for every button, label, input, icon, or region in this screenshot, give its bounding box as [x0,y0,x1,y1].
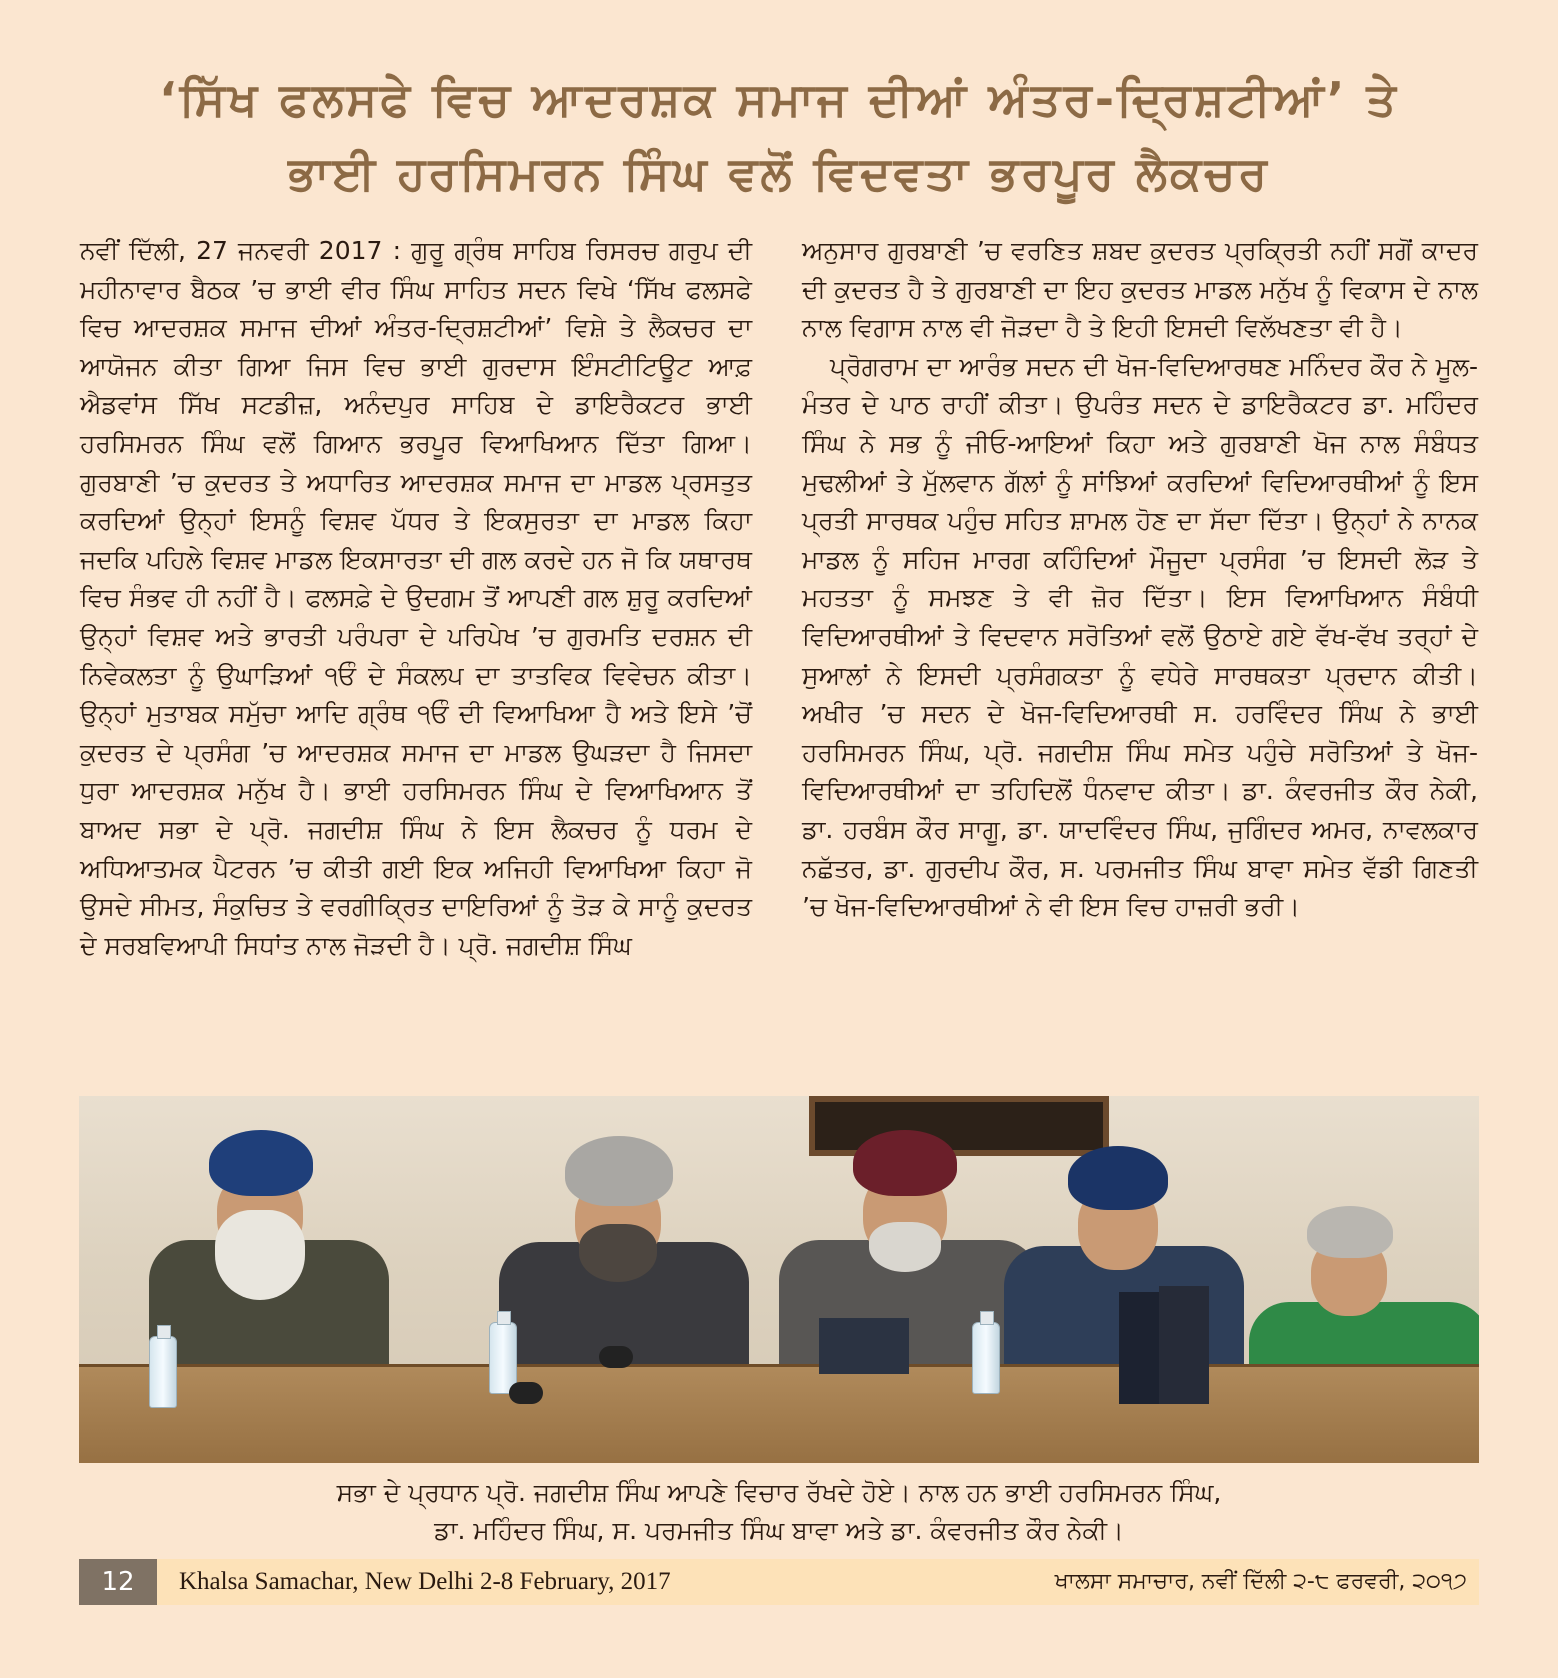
microphone [509,1382,543,1404]
page-number: 12 [79,1559,157,1605]
article-paragraph: ਅਨੁਸਾਰ ਗੁਰਬਾਣੀ ’ਚ ਵਰਣਿਤ ਸ਼ਬਦ ਕੁਦਰਤ ਪ੍ਰਕ੍ਰਿਤੀ ਨਹੀਂ ਸਗੋਂ ਕਾਦਰ ਦੀ ਕੁਦਰਤ ਹੈ ਤੇ ਗੁਰਬਾਣੀ ਦਾ ਇਹ ਕੁਦਰਤ ਮਾਡਲ ਮਨੁੱਖ ਨੂੰ ਵਿਕਾਸ ਦੇ ਨਾਲ ਨਾਲ ਵਿਗਾਸ ਨਾਲ ਵੀ ਜੋੜਦਾ ਹੈ ਤੇ ਇਹੀ ਇਸਦੀ ਵਿਲੱਖਣਤਾ ਵੀ ਹੈ। [802,236,1478,343]
book-stack [819,1318,909,1374]
article-paragraph: ਪ੍ਰੋਗਰਾਮ ਦਾ ਆਰੰਭ ਸਦਨ ਦੀ ਖੋਜ-ਵਿਦਿਆਰਥਣ ਮਨਿੰਦਰ ਕੌਰ ਨੇ ਮੂਲ-ਮੰਤਰ ਦੇ ਪਾਠ ਰਾਹੀਂ ਕੀਤਾ। ਉਪਰੰਤ ਸਦਨ ਦੇ ਡਾਇਰੈਕਟਰ ਡਾ. ਮਹਿੰਦਰ ਸਿੰਘ ਨੇ ਸਭ ਨੂੰ ਜੀਓ-ਆਇਆਂ ਕਿਹਾ ਅਤੇ ਗੁਰਬਾਣੀ ਖੋਜ ਨਾਲ ਸੰਬੰਧਤ ਮੁਢਲੀਆਂ ਤੇ ਮੁੱਲਵਾਨ ਗੱਲਾਂ ਨੂੰ ਸਾਂਝਿਆਂ ਕਰਦਿਆਂ ਵਿਦਿਆਰਥੀਆਂ ਨੂੰ ਇਸ ਪ੍ਰਤੀ ਸਾਰਥਕ ਪਹੁੰਚ ਸਹਿਤ ਸ਼ਾਮਲ ਹੋਣ ਦਾ ਸੱਦਾ ਦਿੱਤਾ। ਉਨ੍ਹਾਂ ਨੇ ਨਾਨਕ ਮਾਡਲ ਨੂੰ ਸਹਿਜ ਮਾਰਗ ਕਹਿੰਦਿਆਂ ਮੌਜੂਦਾ ਪ੍ਰਸੰਗ ’ਚ ਇਸਦੀ ਲੋੜ ਤੇ ਮਹਤਤਾ ਨੂੰ ਸਮਝਣ ਤੇ ਵੀ ਜ਼ੋਰ ਦਿੱਤਾ। ਇਸ ਵਿਆਖਿਆਨ ਸੰਬੰਧੀ ਵਿਦਿਆਰਥੀਆਂ ਤੇ ਵਿਦਵਾਨ ਸਰੋਤਿਆਂ ਵਲੋਂ ਉਠਾਏ ਗਏ ਵੱਖ-ਵੱਖ ਤਰ੍ਹਾਂ ਦੇ ਸੁਆਲਾਂ ਨੇ ਇਸਦੀ ਪ੍ਰਸੰਗਕਤਾ ਨੂੰ ਵਧੇਰੇ ਸਾਰਥਕਤਾ ਪ੍ਰਦਾਨ ਕੀਤੀ। ਅਖੀਰ ’ਚ ਸਦਨ ਦੇ ਖੋਜ-ਵਿਦਿਆਰਥੀ ਸ. ਹਰਵਿੰਦਰ ਸਿੰਘ ਨੇ ਭਾਈ ਹਰਸਿਮਰਨ ਸਿੰਘ, ਪ੍ਰੋ. ਜਗਦੀਸ਼ ਸਿੰਘ ਸਮੇਤ ਪਹੁੰਚੇ ਸਰੋਤਿਆਂ ਤੇ ਖੋਜ-ਵਿਦਿਆਰਥੀਆਂ ਦਾ ਤਹਿਦਿਲੋਂ ਧੰਨਵਾਦ ਕੀਤਾ। ਡਾ. ਕੰਵਰਜੀਤ ਕੌਰ ਨੇਕੀ, ਡਾ. ਹਰਬੰਸ ਕੌਰ ਸਾਗੂ, ਡਾ. ਯਾਦਵਿੰਦਰ ਸਿੰਘ, ਜੁਗਿੰਦਰ ਅਮਰ, ਨਾਵਲਕਾਰ ਨਛੱਤਰ, ਡਾ. ਗੁਰਦੀਪ ਕੌਰ, ਸ. ਪਰਮਜੀਤ ਸਿੰਘ ਬਾਵਾ ਸਮੇਤ ਵੱਡੀ ਗਿਣਤੀ ’ਚ ਖੋਜ-ਵਿਦਿਆਰਥੀਆਂ ਨੇ ਵੀ ਇਸ ਵਿਚ ਹਾਜ਼ਰੀ ਭਰੀ। [802,351,1478,922]
article-paragraph: ਨਵੀਂ ਦਿੱਲੀ, 27 ਜਨਵਰੀ 2017 : ਗੁਰੂ ਗ੍ਰੰਥ ਸਾਹਿਬ ਰਿਸਰਚ ਗਰੁਪ ਦੀ ਮਹੀਨਾਵਾਰ ਬੈਠਕ ’ਚ ਭਾਈ ਵੀਰ ਸਿੰਘ ਸਾਹਿਤ ਸਦਨ ਵਿਖੇ ‘ਸਿੱਖ ਫਲਸਫੇ ਵਿਚ ਆਦਰਸ਼ਕ ਸਮਾਜ ਦੀਆਂ ਅੰਤਰ-ਦ੍ਰਿਸ਼ਟੀਆਂ’ ਵਿਸ਼ੇ ਤੇ ਲੈਕਚਰ ਦਾ ਆਯੋਜਨ ਕੀਤਾ ਗਿਆ ਜਿਸ ਵਿਚ ਭਾਈ ਗੁਰਦਾਸ ਇੰਸਟੀਟਿਊਟ ਆਫ਼ ਐਡਵਾਂਸ ਸਿੱਖ ਸਟਡੀਜ਼, ਅਨੰਦਪੁਰ ਸਾਹਿਬ ਦੇ ਡਾਇਰੈਕਟਰ ਭਾਈ ਹਰਸਿਮਰਨ ਸਿੰਘ ਵਲੋਂ ਗਿਆਨ ਭਰਪੂਰ ਵਿਆਖਿਆਨ ਦਿੱਤਾ ਗਿਆ। ਗੁਰਬਾਣੀ ’ਚ ਕੁਦਰਤ ਤੇ ਅਧਾਰਿਤ ਆਦਰਸ਼ਕ ਸਮਾਜ ਦਾ ਮਾਡਲ ਪ੍ਰਸਤੁਤ ਕਰਦਿਆਂ ਉਨ੍ਹਾਂ ਇਸਨੂੰ ਵਿਸ਼ਵ ਪੱਧਰ ਤੇ ਇਕਸੁਰਤਾ ਦਾ ਮਾਡਲ ਕਿਹਾ ਜਦਕਿ ਪਹਿਲੇ ਵਿਸ਼ਵ ਮਾਡਲ ਇਕਸਾਰਤਾ ਦੀ ਗਲ ਕਰਦੇ ਹਨ ਜੋ ਕਿ ਯਥਾਰਥ ਵਿਚ ਸੰਭਵ ਹੀ ਨਹੀਂ ਹੈ। ਫਲਸਫ਼ੇ ਦੇ ਉਦਗਮ ਤੋਂ ਆਪਣੀ ਗਲ ਸ਼ੁਰੂ ਕਰਦਿਆਂ ਉਨ੍ਹਾਂ ਵਿਸ਼ਵ ਅਤੇ ਭਾਰਤੀ ਪਰੰਪਰਾ ਦੇ ਪਰਿਪੇਖ ’ਚ ਗੁਰਮਤਿ ਦਰਸ਼ਨ ਦੀ ਨਿਵੇਕਲਤਾ ਨੂੰ ਉਘਾੜਿਆਂ ੧ਓੰ ਦੇ ਸੰਕਲਪ ਦਾ ਤਾਤਵਿਕ ਵਿਵੇਚਨ ਕੀਤਾ। ਉਨ੍ਹਾਂ ਮੁਤਾਬਕ ਸਮੁੱਚਾ ਆਦਿ ਗ੍ਰੰਥ ੧ਓੰ ਦੀ ਵਿਆਖਿਆ ਹੈ ਅਤੇ ਇਸੇ ’ਚੋਂ ਕੁਦਰਤ ਦੇ ਪ੍ਰਸੰਗ ’ਚ ਆਦਰਸ਼ਕ ਸਮਾਜ ਦਾ ਮਾਡਲ ਉਘੜਦਾ ਹੈ ਜਿਸਦਾ ਧੁਰਾ ਆਦਰਸ਼ਕ ਮਨੁੱਖ ਹੈ। ਭਾਈ ਹਰਸਿਮਰਨ ਸਿੰਘ ਦੇ ਵਿਆਖਿਆਨ ਤੋਂ ਬਾਅਦ ਸਭਾ ਦੇ ਪ੍ਰੋ. ਜਗਦੀਸ਼ ਸਿੰਘ ਨੇ ਇਸ ਲੈਕਚਰ ਨੂੰ ਧਰਮ ਦੇ ਅਧਿਆਤਮਕ ਪੈਟਰਨ ’ਚ ਕੀਤੀ ਗਈ ਇਕ ਅਜਿਹੀ ਵਿਆਖਿਆ ਕਿਹਾ ਜੋ ਉਸਦੇ ਸੀਮਤ, ਸੰਕੁਚਿਤ ਤੇ ਵਰਗੀਕ੍ਰਿਤ ਦਾਇਰਿਆਂ ਨੂੰ ਤੋੜ ਕੇ ਸਾਨੂੰ ਕੁਦਰਤ ਦੇ ਸਰਬਵਿਆਪੀ ਸਿਧਾਂਤ ਨਾਲ ਜੋੜਦੀ ਹੈ। ਪ੍ਰੋ. ਜਗਦੀਸ਼ ਸਿੰਘ [80,236,752,960]
event-photo [79,1096,1479,1463]
page-footer [79,1559,1479,1605]
conference-table [79,1364,1479,1463]
caption-line-2: ਡਾ. ਮਹਿੰਦਰ ਸਿੰਘ, ਸ. ਪਰਮਜੀਤ ਸਿੰਘ ਬਾਵਾ ਅਤੇ ਡਾ. ਕੰਵਰਜੀਤ ਕੌਰ ਨੇਕੀ। [434,1516,1124,1545]
headline-line-2: ਭਾਈ ਹਰਸਿਮਰਨ ਸਿੰਘ ਵਲੋਂ ਵਿਦਵਤਾ ਭਰਪੂਰ ਲੈਕਚਰ [288,146,1270,200]
water-bottle [972,1322,1000,1394]
punjabi-masthead: ਖਾਲਸਾ ਸਮਾਚਾਰ, ਨਵੀਂ ਦਿੱਲੀ ੨-੮ ਫਰਵਰੀ, ੨੦੧੭ [1054,1569,1467,1594]
headline-line-1: ‘ਸਿੱਖ ਫਲਸਫੇ ਵਿਚ ਆਦਰਸ਼ਕ ਸਮਾਜ ਦੀਆਂ ਅੰਤਰ-ਦ੍ਰਿਸ਼ਟੀਆਂ’ ਤੇ [159,72,1399,126]
english-masthead: Khalsa Samachar, New Delhi 2-8 February, 2017 [179,1568,671,1595]
headline [60,62,1498,210]
microphone [599,1346,633,1368]
book [1159,1286,1209,1404]
caption-line-1: ਸਭਾ ਦੇ ਪ੍ਰਧਾਨ ਪ੍ਰੋ. ਜਗਦੀਸ਼ ਸਿੰਘ ਆਪਣੇ ਵਿਚਾਰ ਰੱਖਦੇ ਹੋਏ। ਨਾਲ ਹਨ ਭਾਈ ਹਰਸਿਮਰਨ ਸਿੰਘ, [336,1478,1222,1507]
water-bottle [149,1336,177,1408]
photo-caption [60,1474,1498,1550]
wall-painting [809,1096,1109,1156]
article-right-column [802,232,1478,927]
article-left-column [80,232,752,965]
